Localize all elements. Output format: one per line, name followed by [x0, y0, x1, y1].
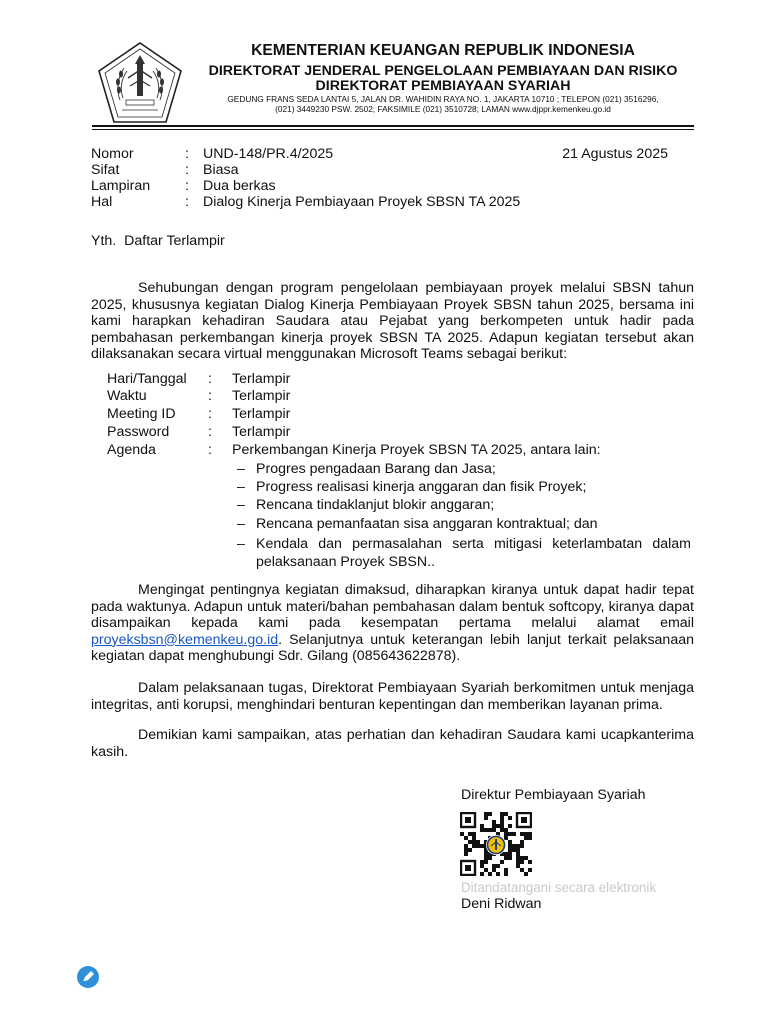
paragraph-integrity: Dalam pelaksanaan tugas, Direktorat Pembiayaan Syariah berkomitmen untuk menjaga integritas, anti korupsi, menghindari benturan kepentingan dan memberikan layanan prima.: [91, 680, 694, 713]
detail-colon: :: [208, 406, 212, 422]
electronic-signature-note: Ditandatangani secara elektronik: [461, 880, 657, 895]
qr-code-icon: [460, 812, 532, 876]
agenda-item: [237, 516, 691, 534]
meta-colon: :: [185, 178, 189, 194]
agenda-dash: –: [237, 536, 245, 552]
detail-label: Password: [107, 424, 170, 440]
detail-colon: :: [208, 424, 212, 440]
agenda-dash: –: [237, 479, 245, 495]
pen-badge-icon[interactable]: [76, 965, 100, 989]
meta-value: Biasa: [203, 162, 239, 178]
paragraph-closing: Demikian kami sampaikan, atas perhatian dan kehadiran Saudara kami ucapkanterima kasih.: [91, 727, 694, 760]
address-line-2: (021) 3449230 PSW. 2502; FAKSIMILE (021) 3510728; LAMAN www.djppr.kemenkeu.go.id: [275, 104, 611, 114]
agenda-item: [237, 479, 691, 497]
directorate-name: DIREKTORAT PEMBIAYAAN SYARIAH: [315, 78, 571, 94]
meta-colon: :: [185, 194, 189, 210]
detail-colon: :: [208, 371, 212, 387]
meta-label: Nomor: [91, 146, 134, 162]
ministry-name: KEMENTERIAN KEUANGAN REPUBLIK INDONESIA: [251, 42, 635, 59]
paragraph-materials: [91, 582, 694, 665]
meta-colon: :: [185, 146, 189, 162]
agenda-item-text: Rencana tindaklanjut blokir anggaran;: [256, 497, 495, 513]
recipient-line: Yth. Daftar Terlampir: [91, 233, 225, 249]
detail-value: Terlampir: [232, 388, 291, 404]
meta-label: Sifat: [91, 162, 120, 178]
letter-date: 21 Agustus 2025: [562, 146, 668, 162]
detail-label: Waktu: [107, 388, 147, 404]
meta-value: Dialog Kinerja Pembiayaan Proyek SBSN TA 2025: [203, 194, 521, 210]
address-line-1: GEDUNG FRANS SEDA LANTAI 5, JALAN DR. WAHIDIN RAYA NO. 1, JAKARTA 10710 ; TELEPON (021) 3516296,: [227, 94, 659, 104]
detail-label: Agenda: [107, 442, 156, 458]
signatory-title: Direktur Pembiayaan Syariah: [461, 787, 646, 803]
agenda-item-text: Progres pengadaan Barang dan Jasa;: [256, 461, 496, 477]
detail-colon: :: [208, 442, 212, 458]
detail-value: Terlampir: [232, 424, 291, 440]
paragraph-materials-text-end: . Selanjutnya untuk keterangan lebih lanjut terkait pelaksanaan kegiatan dapat menghubungi Sdr. Gilang (085643622878).: [91, 631, 694, 665]
agenda-dash: –: [237, 516, 245, 532]
meta-value: Dua berkas: [203, 178, 276, 194]
detail-value: Perkembangan Kinerja Proyek SBSN TA 2025, antara lain:: [232, 442, 601, 458]
contact-email-link[interactable]: proyeksbsn@kemenkeu.go.id: [91, 631, 279, 648]
detail-colon: :: [208, 388, 212, 404]
meta-value: UND-148/PR.4/2025: [203, 146, 334, 162]
agenda-item: [237, 536, 691, 571]
letterhead-divider-thick: [92, 125, 694, 127]
meta-label: Lampiran: [91, 178, 151, 194]
directorate-general-name: DIREKTORAT JENDERAL PENGELOLAAN PEMBIAYAAN DAN RISIKO: [208, 63, 678, 79]
meta-colon: :: [185, 162, 189, 178]
detail-value: Terlampir: [232, 406, 291, 422]
agenda-item-text: Progress realisasi kinerja anggaran dan fisik Proyek;: [256, 479, 587, 495]
agenda-item: [237, 461, 691, 479]
detail-value: Terlampir: [232, 371, 291, 387]
signatory-name: Deni Ridwan: [461, 896, 542, 912]
detail-label: Hari/Tanggal: [107, 371, 187, 387]
agenda-item-text: Rencana pemanfaatan sisa anggaran kontraktual; dan: [256, 516, 598, 532]
meta-label: Hal: [91, 194, 113, 210]
agenda-item-text: Kendala dan permasalahan serta mitigasi keterlambatan dalam pelaksanaan Proyek SBSN..: [256, 536, 691, 570]
paragraph-materials-text: Mengingat pentingnya kegiatan dimaksud, diharapkan kiranya untuk dapat hadir tepat pada waktunya. Adapun untuk materi/bahan pembahasan dalam bentuk softcopy, kiranya dapat disampaikan kepada kami pada kesempatan pertama melalui alamat email: [91, 582, 694, 632]
agenda-dash: –: [237, 497, 245, 513]
agenda-dash: –: [237, 461, 245, 477]
letterhead-divider-thin: [92, 129, 694, 130]
agenda-item: [237, 497, 691, 515]
detail-label: Meeting ID: [107, 406, 176, 422]
paragraph-intro: Sehubungan dengan program pengelolaan pembiayaan proyek melalui SBSN tahun 2025, khususnya kegiatan Dialog Kinerja Pembiayaan Proyek SBSN tahun 2025, bersama ini kami harapkan kehadiran Saudara atau Pejabat yang berkompeten untuk hadir pada pembahasan perkembangan kinerja proyek SBSN TA 2025. Adapun kegiatan tersebut akan dilaksanakan secara virtual menggunakan Microsoft Teams sebagai berikut:: [91, 280, 694, 363]
ministry-emblem-icon: [96, 40, 184, 128]
